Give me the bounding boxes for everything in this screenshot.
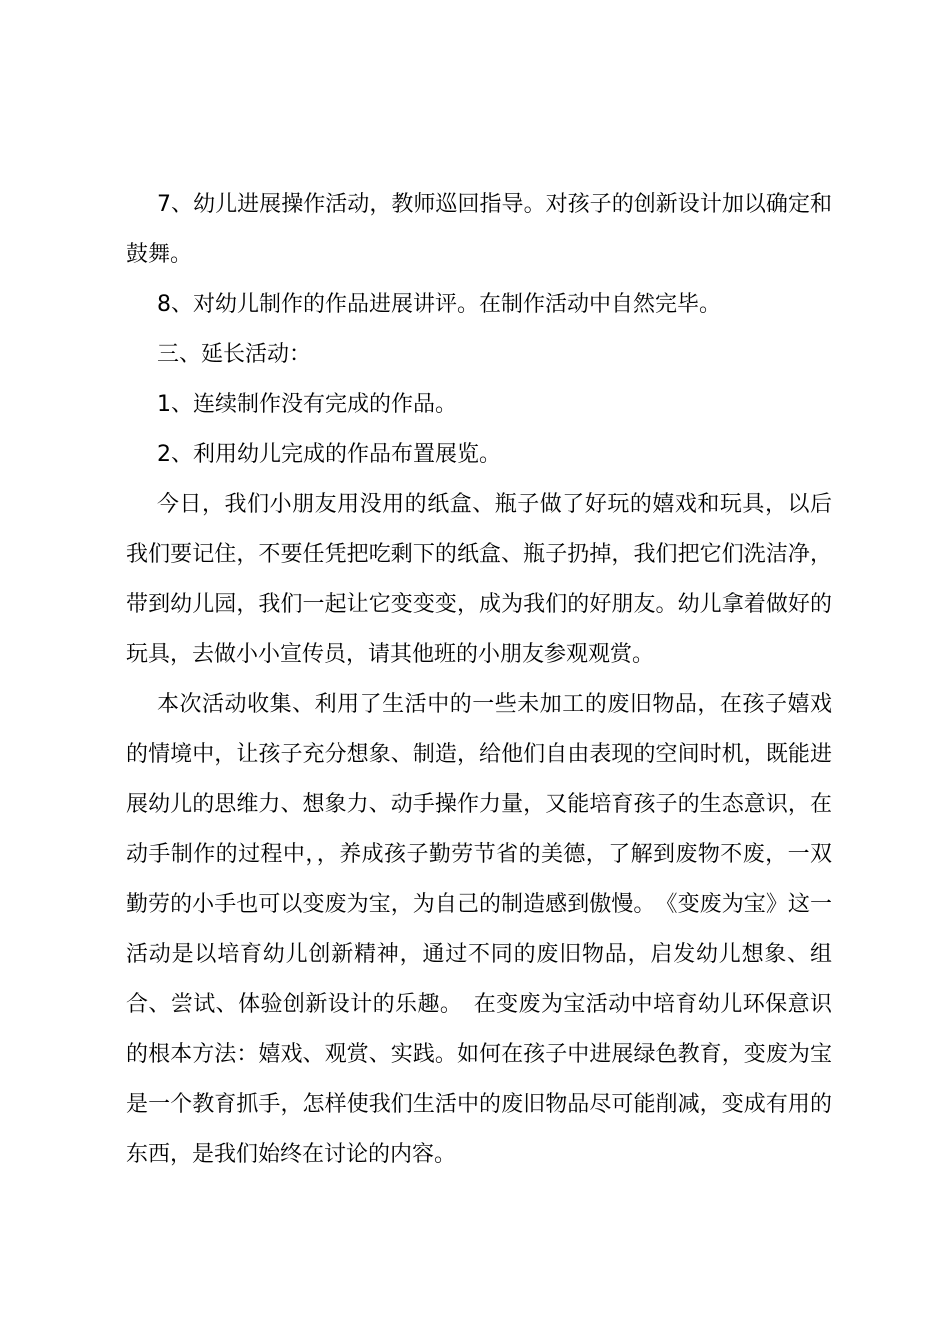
paragraph-step-7: 7、幼儿进展操作活动，教师巡回指导。对孩子的创新设计加以确定和鼓舞。 [126,192,832,267]
paragraph-extension-2: 2、利用幼儿完成的作品布置展览。 [157,442,501,467]
paragraph-extension-1: 1、连续制作没有完成的作品。 [157,392,457,417]
paragraph-summary: 今日，我们小朋友用没用的纸盒、瓶子做了好玩的嬉戏和玩具，以后我们要记住，不要任凭把吃剩下的纸盒、瓶子扔掉，我们把它们洗洁净，带到幼儿园，我们一起让它变变变，成为我们的好朋友。幼儿拿着做好的玩具，去做小小宣传员，请其他班的小朋友参观观赏。 [126,492,832,667]
document-body [126,180,832,1180]
paragraph-reflection: 本次活动收集、利用了生活中的一些未加工的废旧物品，在孩子嬉戏的情境中，让孩子充分想象、制造，给他们自由表现的空间时机，既能进展幼儿的思维力、想象力、动手操作力量，又能培育孩子的生态意识，在动手制作的过程中，，养成孩子勤劳节省的美德，了解到废物不废，一双勤劳的小手也可以变废为宝，为自己的制造感到傲慢。 《变废为宝》这一活动是以培育幼儿创新精神，通过不同的废旧物品，启发幼儿想象、组合、尝试、体验创新设计的乐趣。 在变废为宝活动中培育幼儿环保意识的根本方法：嬉戏、观赏、实践。如何在孩子中进展绿色教育，变废为宝是一个教育抓手，怎样使我们生活中的废旧物品尽可能削减，变成有用的东西，是我们始终在讨论的内容。 [126,692,832,1167]
paragraph-step-8: 8、对幼儿制作的作品进展讲评。在制作活动中自然完毕。 [157,292,721,317]
section-heading-extension: 三、延长活动： [157,342,312,367]
